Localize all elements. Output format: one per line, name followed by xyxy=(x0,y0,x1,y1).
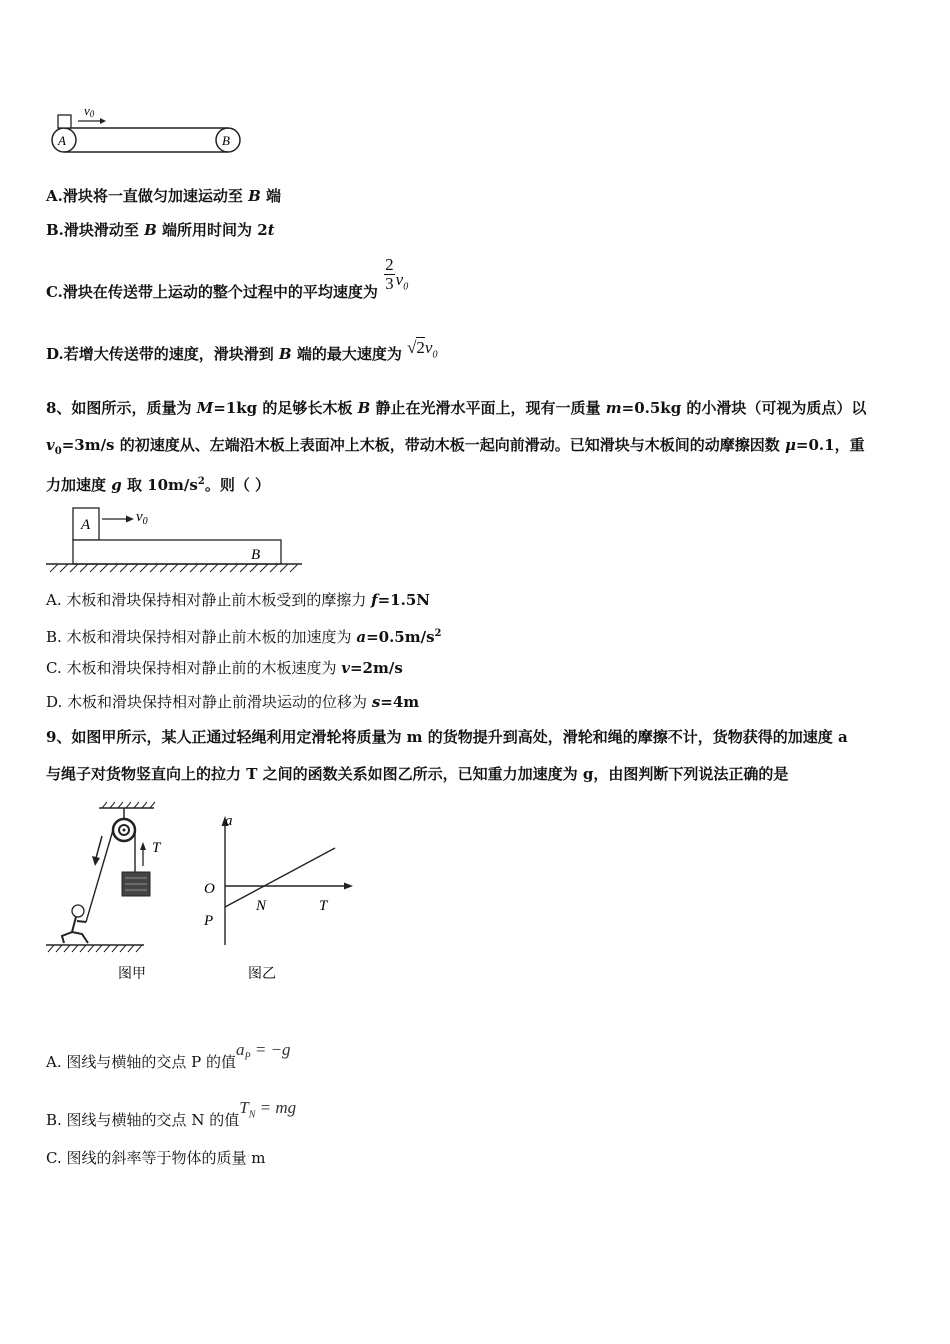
q9-option-a: A. 图线与横轴的交点 P 的值$a_P = -g$ xyxy=(46,1040,291,1071)
sqrt-formula: $√2v_0$ xyxy=(407,338,438,361)
q8-stem-line-1: 8、如图所示，质量为 M=1kg 的足够长木板 B 静止在光滑水平面上，现有一质量 m=0.5kg 的小滑块（可视为质点）以 xyxy=(46,399,867,417)
fig7-label-v: v0 xyxy=(84,103,95,119)
board-block-figure xyxy=(46,505,306,577)
q8-option-d: D. 木板和滑块保持相对静止前滑块运动的位移为 s=4m xyxy=(46,693,420,711)
graph-label-a: a xyxy=(225,813,233,829)
q9-stem-line-1: 9、如图甲所示，某人正通过轻绳利用定滑轮将质量为 m 的货物提升到高处，滑轮和绳的摩擦不计，货物获得的加速度 a xyxy=(46,728,848,746)
fig7-label-b: B xyxy=(222,133,230,148)
q7-option-d: D.若增大传送带的速度，滑块滑到 B 端的最大速度为 $√2v_0$ xyxy=(46,338,438,363)
formula-tn: $T_N$ = mg xyxy=(239,1098,297,1121)
q8-option-c: C. 木板和滑块保持相对静止前的木板速度为 v=2m/s xyxy=(46,659,403,677)
graph-label-o: O xyxy=(204,881,215,897)
fraction: $\frac{2}{3}$ xyxy=(385,255,394,293)
graph-label-t: T xyxy=(319,898,328,914)
fig8-label-v: $v_0$ xyxy=(136,509,148,527)
q9-stem-line-2: 与绳子对货物竖直向上的拉力 T 之间的函数关系如图乙所示，已知重力加速度为 g，由图判断下列说法正确的是 xyxy=(46,765,789,783)
q9-option-b: B. 图线与横轴的交点 N 的值$T_N$ = mg xyxy=(46,1098,297,1129)
fig9-caption-left: 图甲 xyxy=(118,967,146,982)
q7-option-b: B.滑块滑动至 B 端所用时间为 2t xyxy=(46,221,275,239)
conveyor-belt-figure xyxy=(50,100,250,160)
pulley-figure xyxy=(44,800,194,985)
graph-label-n: N xyxy=(256,898,267,914)
fig7-label-a: A xyxy=(58,133,66,148)
graph-label-p: P xyxy=(204,913,214,929)
q9-option-c: C. 图线的斜率等于物体的质量 m xyxy=(46,1149,266,1167)
fig8-label-a: A xyxy=(81,517,91,533)
formula-ap: $a_P = -g$ xyxy=(236,1040,291,1063)
q7-option-c: C.滑块在传送带上运动的整个过程中的平均速度为 $\frac{2}{3}$ $v_0$ xyxy=(46,255,409,301)
q8-option-a: A. 木板和滑块保持相对静止前木板受到的摩擦力 f=1.5N xyxy=(46,591,430,609)
fig9-caption-right: 图乙 xyxy=(248,967,276,982)
q7-option-a: A.滑块将一直做匀加速运动至 B 端 xyxy=(46,187,282,205)
q8-option-b: B. 木板和滑块保持相对静止前木板的加速度为 $a=0.5m/s^2$ xyxy=(46,628,442,646)
a-t-graph xyxy=(196,810,361,985)
q8-stem-line-2: $v_0=3m/s$ 的初速度从、左端沿木板上表面冲上木板，带动木板一起向前滑动。已知滑块与木板间的动摩擦因数 μ=0.1，重 xyxy=(46,436,865,457)
fig8-label-b: B xyxy=(251,547,261,563)
fig9-label-t: T xyxy=(152,840,161,856)
q8-stem-line-3: 力加速度 g 取 $10m/s^2$。则（ ） xyxy=(46,476,271,494)
